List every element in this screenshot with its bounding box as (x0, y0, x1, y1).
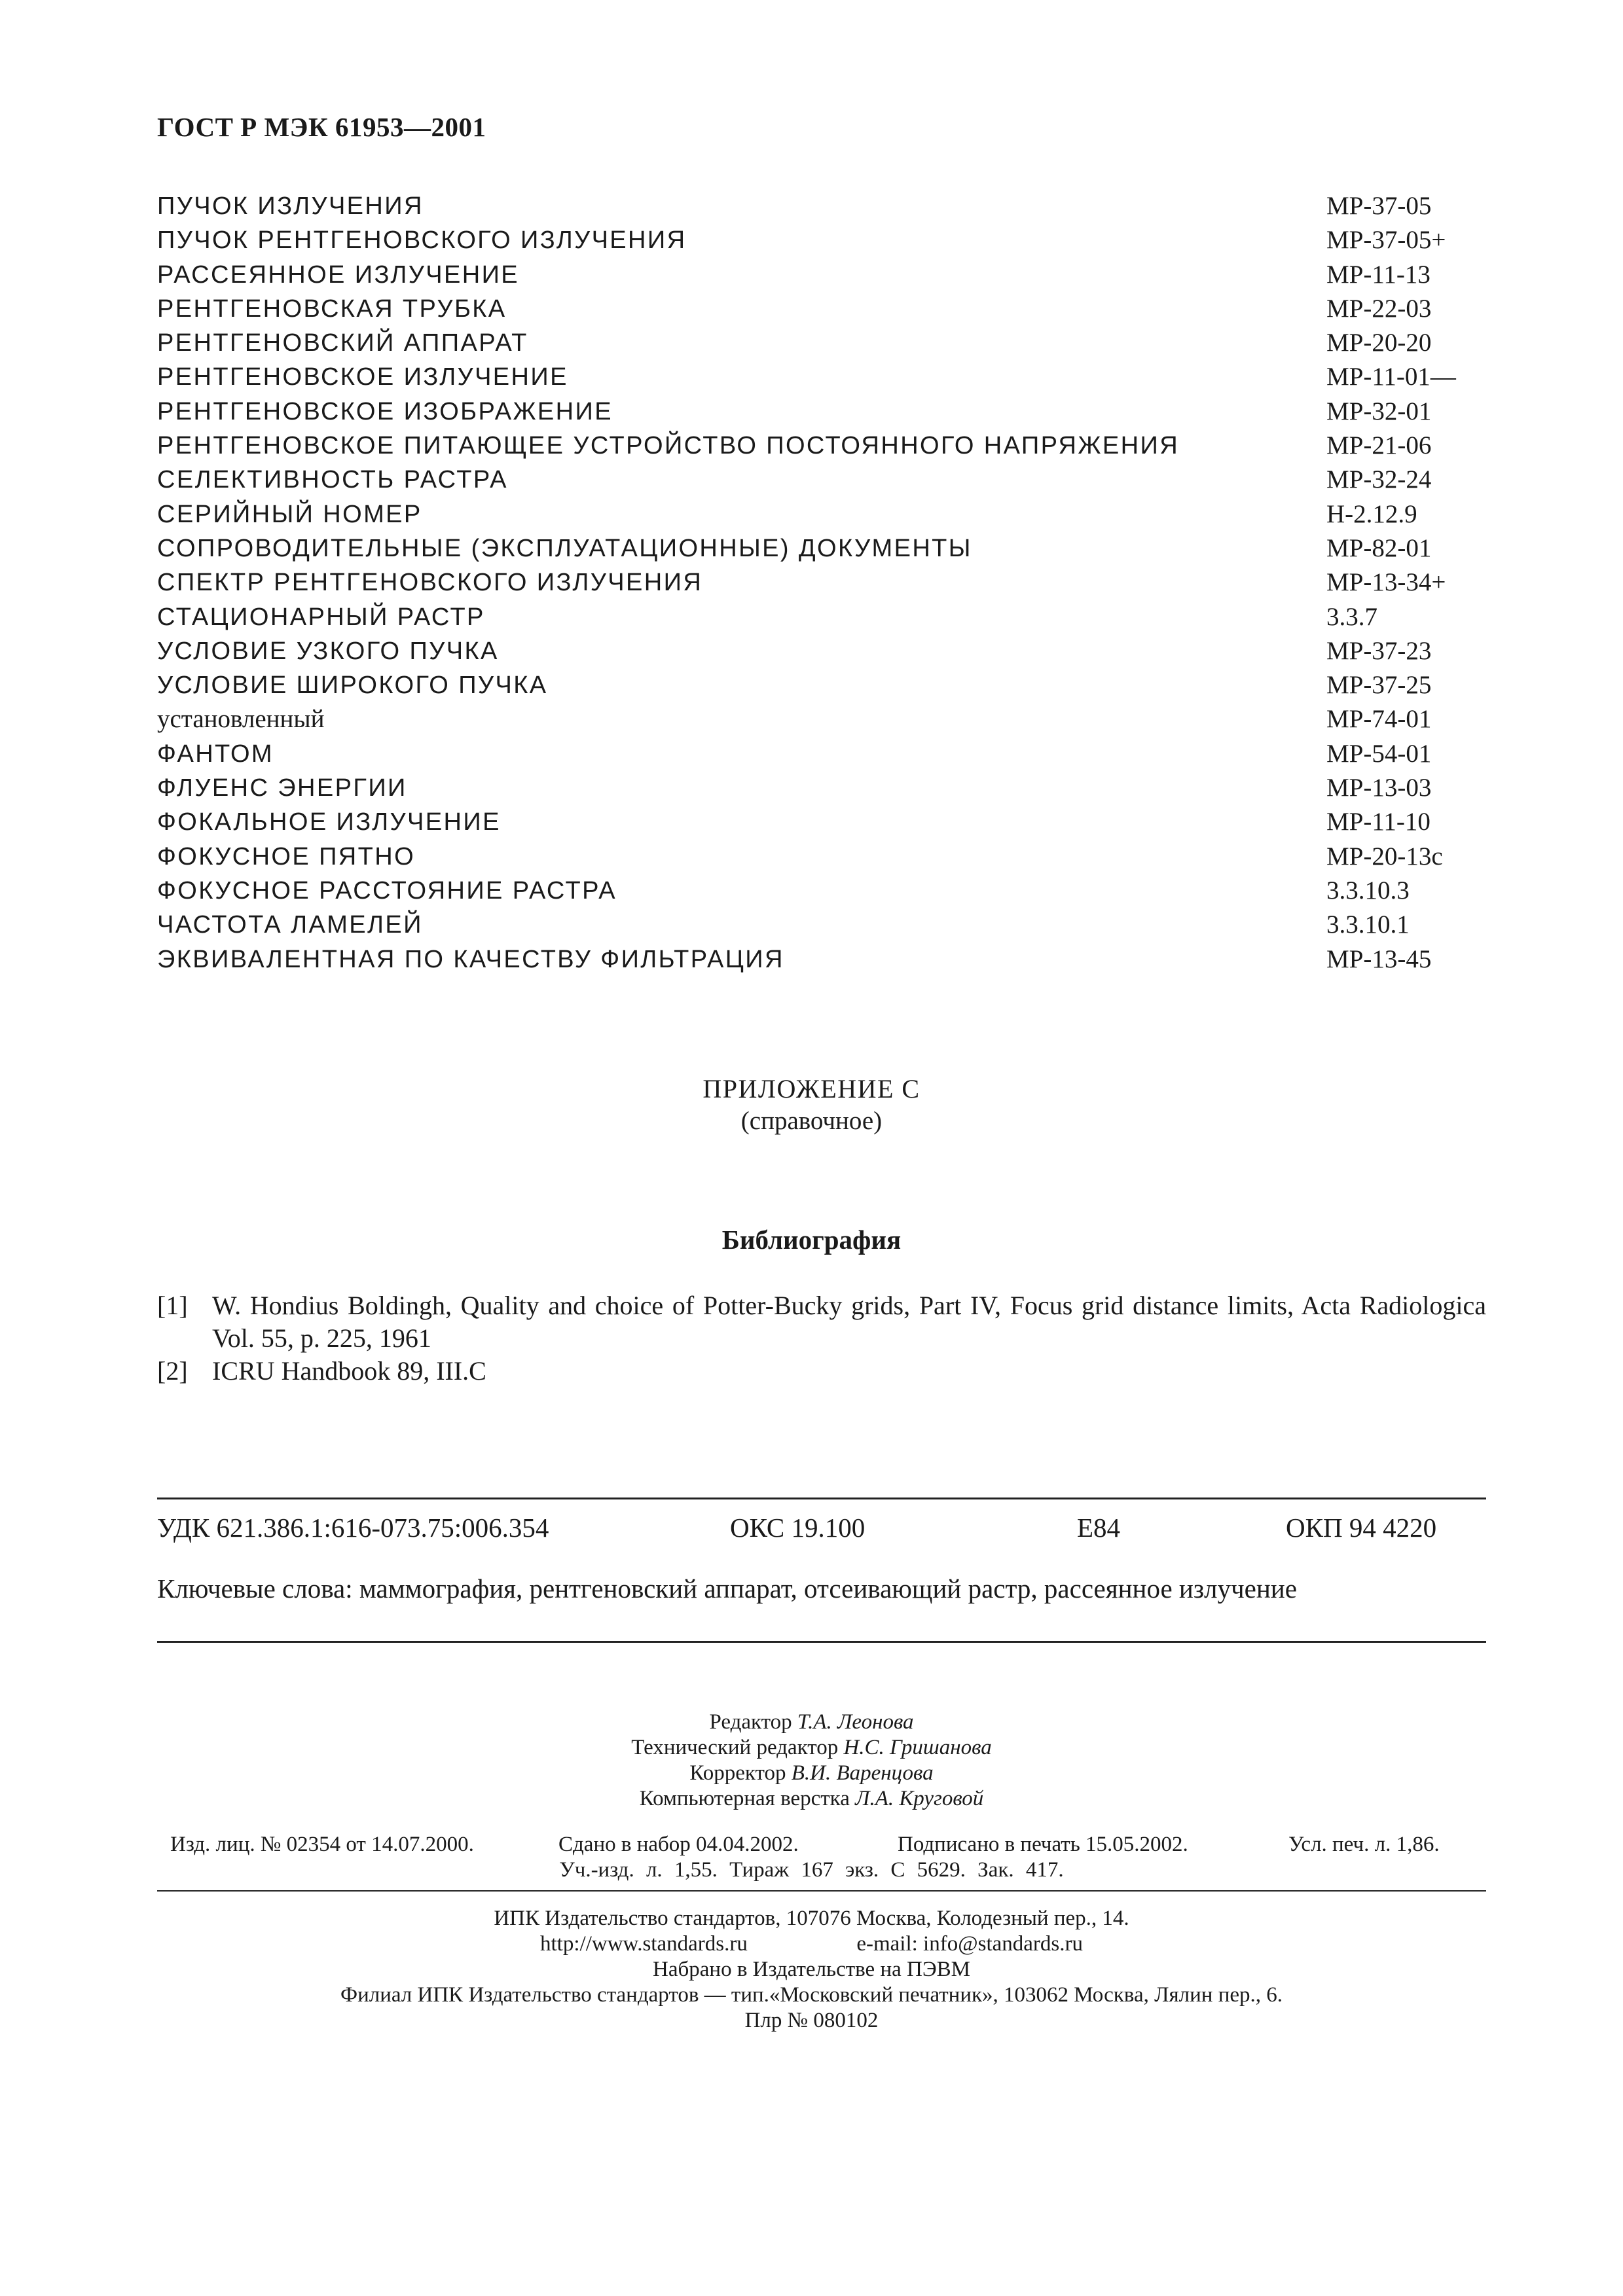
index-reference: МР-11-13 (1326, 260, 1431, 289)
index-row (157, 702, 1493, 736)
imprint-divider (157, 1890, 1486, 1892)
imprint-typeset-note: Набрано в Издательстве на ПЭВМ (653, 1958, 970, 1981)
index-reference: МР-32-01 (1326, 397, 1432, 425)
top-divider (157, 1498, 1486, 1499)
index-reference: МР-54-01 (1326, 739, 1432, 768)
index-row (157, 840, 1493, 874)
credit-role: Корректор (689, 1761, 792, 1785)
imprint-branch: Филиал ИПК Издательство стандартов — тип.«Московский печатник», 103062 Москва, Лялин пер., 6. (340, 1983, 1283, 2007)
index-row (157, 565, 1493, 600)
credit-name: Л.А. Круговой (855, 1787, 984, 1810)
credit-line (0, 1786, 1623, 1812)
index-term: ПУЧОК ИЗЛУЧЕНИЯ (157, 192, 424, 220)
index-term: УСЛОВИЕ УЗКОГО ПУЧКА (157, 637, 499, 665)
index-row (157, 600, 1493, 634)
index-reference: 3.3.10.3 (1326, 876, 1410, 905)
credits-block (0, 1710, 1623, 1812)
credit-role: Компьютерная верстка (639, 1787, 856, 1810)
index-term: установленный (157, 705, 325, 734)
imprint-block (0, 1906, 1623, 2034)
bibliography-list (157, 1289, 1486, 1388)
index-reference: МР-11-10 (1326, 808, 1431, 836)
oks-code: ОКС 19.100 (730, 1513, 866, 1543)
imprint-plr: Плр № 080102 (744, 2009, 879, 2032)
index-term: ЧАСТОТА ЛАМЕЛЕЙ (157, 911, 423, 939)
index-reference: МР-20-13с (1326, 842, 1443, 870)
index-row (157, 531, 1493, 565)
credit-role: Редактор (709, 1710, 797, 1734)
index-term: ФОКУСНОЕ ПЯТНО (157, 842, 416, 870)
index-reference: МР-13-45 (1326, 944, 1432, 973)
index-term: РЕНТГЕНОВСКОЕ ПИТАЮЩЕЕ УСТРОЙСТВО ПОСТОЯННОГО НАПРЯЖЕНИЯ (157, 432, 1180, 460)
index-term: РАССЕЯННОЕ ИЗЛУЧЕНИЕ (157, 260, 520, 289)
credit-name: Н.С. Гришанова (843, 1736, 992, 1759)
index-row (157, 292, 1493, 326)
index-reference: МР-13-03 (1326, 774, 1432, 802)
index-term: ФЛУЕНС ЭНЕРГИИ (157, 774, 407, 802)
index-term: РЕНТГЕНОВСКИЙ АППАРАТ (157, 329, 528, 357)
index-reference: МР-37-23 (1326, 636, 1432, 665)
index-term: СОПРОВОДИТЕЛЬНЫЕ (ЭКСПЛУАТАЦИОННЫЕ) ДОКУМЕНТЫ (157, 534, 972, 562)
index-row (157, 874, 1493, 908)
index-reference: Н-2.12.9 (1326, 499, 1417, 528)
index-row (157, 463, 1493, 497)
index-row (157, 360, 1493, 394)
index-row (157, 189, 1493, 223)
index-row (157, 258, 1493, 292)
bibliography-item (157, 1289, 1486, 1355)
index-term: ФАНТОМ (157, 740, 274, 768)
classification-row (157, 1512, 1486, 1549)
appendix-subtitle: (справочное) (740, 1107, 883, 1135)
index-term: ЭКВИВАЛЕНТНАЯ ПО КАЧЕСТВУ ФИЛЬТРАЦИЯ (157, 945, 784, 973)
publication-info-row (157, 1833, 1486, 1859)
credit-line (0, 1761, 1623, 1786)
index-row (157, 326, 1493, 360)
udk-code: УДК 621.386.1:616-073.75:006.354 (157, 1513, 549, 1543)
index-reference: МР-82-01 (1326, 533, 1432, 562)
signed-to-print-date: Подписано в печать 15.05.2002. (898, 1833, 1188, 1856)
imprint-address: ИПК Издательство стандартов, 107076 Москва, Колодезный пер., 14. (494, 1907, 1129, 1930)
index-reference: МР-32-24 (1326, 465, 1432, 494)
index-term: ФОКАЛЬНОЕ ИЗЛУЧЕНИЕ (157, 808, 501, 836)
imprint-web-line (0, 1931, 1623, 1957)
index-row (157, 395, 1493, 429)
index-row (157, 223, 1493, 257)
index-term: РЕНТГЕНОВСКОЕ ИЗЛУЧЕНИЕ (157, 363, 568, 391)
index-row (157, 771, 1493, 805)
index-reference: МР-37-05 (1326, 192, 1432, 220)
index-reference: 3.3.10.1 (1326, 910, 1410, 939)
index-term: РЕНТГЕНОВСКАЯ ТРУБКА (157, 295, 507, 323)
index-reference: 3.3.7 (1326, 602, 1377, 631)
index-row (157, 737, 1493, 771)
index-term: ПУЧОК РЕНТГЕНОВСКОГО ИЗЛУЧЕНИЯ (157, 226, 687, 255)
e-code: Е84 (1077, 1513, 1121, 1543)
publication-info-row-2: Уч.-изд. л. 1,55. Тираж 167 экз. С 5629. Зак. 417. (559, 1858, 1064, 1882)
credit-name: В.И. Варенцова (791, 1761, 934, 1785)
publisher-license: Изд. лиц. № 02354 от 14.07.2000. (170, 1833, 474, 1856)
index-row (157, 908, 1493, 942)
bibliography-title: Библиография (721, 1225, 902, 1255)
index-reference: МР-22-03 (1326, 294, 1432, 323)
printed-sheets: Усл. печ. л. 1,86. (1288, 1833, 1440, 1856)
okp-code: ОКП 94 4220 (1286, 1513, 1437, 1543)
index-row (157, 805, 1493, 839)
index-term: СТАЦИОНАРНЫЙ РАСТР (157, 603, 485, 631)
bibliography-item-number: [1] (157, 1291, 188, 1320)
index-term: РЕНТГЕНОВСКОЕ ИЗОБРАЖЕНИЕ (157, 397, 613, 425)
credit-role: Технический редактор (631, 1736, 844, 1759)
document-header-title: ГОСТ Р МЭК 61953—2001 (157, 112, 486, 142)
index-reference: МР-13-34+ (1326, 568, 1446, 597)
imprint-email: e-mail: info@standards.ru (856, 1932, 1083, 1956)
credit-line (0, 1735, 1623, 1761)
bibliography-item-number: [2] (157, 1356, 188, 1386)
bibliography-item (157, 1355, 1486, 1388)
sent-to-typeset-date: Сдано в набор 04.04.2002. (558, 1833, 799, 1856)
index-term: УСЛОВИЕ ШИРОКОГО ПУЧКА (157, 672, 548, 700)
index-reference: МР-20-20 (1326, 329, 1432, 357)
index-row (157, 634, 1493, 668)
credit-line (0, 1710, 1623, 1735)
term-index-list (157, 189, 1493, 977)
bibliography-item-text: ICRU Handbook 89, III.C (212, 1356, 486, 1386)
bibliography-item-text: W. Hondius Boldingh, Quality and choice of Potter-Bucky grids, Part IV, Focus grid distance limits, Acta Radiologica Vol. 55, p. 225, 1961 (212, 1291, 1486, 1353)
index-term: СПЕКТР РЕНТГЕНОВСКОГО ИЗЛУЧЕНИЯ (157, 569, 703, 597)
index-reference: МР-21-06 (1326, 431, 1432, 460)
index-term: СЕРИЙНЫЙ НОМЕР (157, 500, 422, 528)
credit-name: Т.А. Леонова (797, 1710, 914, 1734)
keywords-divider (157, 1641, 1486, 1643)
index-row (157, 668, 1493, 702)
imprint-website: http://www.standards.ru (540, 1932, 748, 1956)
index-reference: МР-11-01— (1326, 363, 1456, 391)
index-reference: МР-74-01 (1326, 705, 1432, 734)
keywords-line: Ключевые слова: маммография, рентгеновский аппарат, отсеивающий растр, рассеянное излучение (157, 1573, 1297, 1604)
index-reference: МР-37-05+ (1326, 226, 1446, 255)
index-row (157, 942, 1493, 977)
index-reference: МР-37-25 (1326, 671, 1432, 700)
index-term: ФОКУСНОЕ РАССТОЯНИЕ РАСТРА (157, 876, 617, 905)
index-row (157, 429, 1493, 463)
index-term: СЕЛЕКТИВНОСТЬ РАСТРА (157, 466, 508, 494)
appendix-title: ПРИЛОЖЕНИЕ С (702, 1074, 921, 1103)
index-row (157, 497, 1493, 531)
